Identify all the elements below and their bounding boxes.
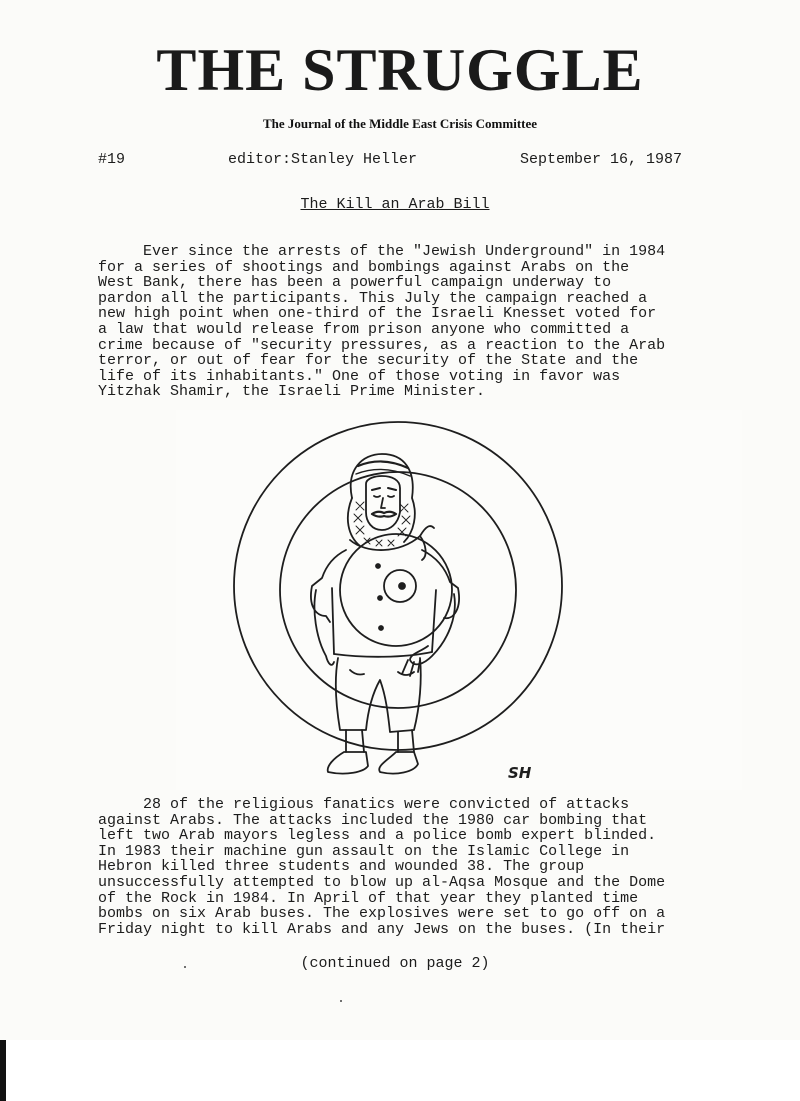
text-line: left two Arab mayors legless and a police bomb expert blinded. (98, 827, 657, 845)
target-cartoon-illustration (176, 410, 742, 790)
text-line: pardon all the participants. This July the campaign reached a (98, 289, 648, 307)
scan-background (0, 1040, 800, 1101)
article-headline-text: The Kill an Arab Bill (300, 196, 490, 213)
paragraph-1 (98, 244, 718, 400)
issue-number: #19 (98, 151, 126, 168)
text-line: of the Rock in 1984. In April of that year they planted time (98, 889, 639, 907)
text-line: unsuccessfully attempted to blow up al-Aqsa Mosque and the Dome (98, 873, 666, 891)
text-line: In 1983 their machine gun assault on the Islamic College in (98, 842, 630, 860)
button-3 (379, 626, 383, 630)
text-line: West Bank, there has been a powerful campaign underway to (98, 274, 612, 292)
illustration-signature: SH (508, 764, 532, 782)
issue-date: September 16, 1987 (520, 151, 683, 168)
paragraph-2 (98, 797, 718, 937)
editor-line: editor:Stanley Heller (228, 151, 418, 168)
cartoon-drawing (176, 410, 742, 790)
scan-edge (0, 1040, 6, 1101)
text-line: crime because of "security pressures, as a reaction to the Arab (98, 336, 666, 354)
text-line: Ever since the arrests of the "Jewish Underground" in 1984 (98, 243, 666, 260)
article-headline (0, 196, 790, 213)
text-line: life of its inhabitants." One of those voting in favor was (98, 367, 621, 385)
button-2 (378, 596, 382, 600)
text-line: for a series of shootings and bombings against Arabs on the (98, 258, 630, 276)
text-line: new high point when one-third of the Israeli Knesset voted for (98, 305, 657, 323)
button-1 (376, 564, 380, 568)
masthead-title: THE STRUGGLE (156, 37, 644, 103)
text-line: Yitzhak Shamir, the Israeli Prime Minister. (98, 383, 486, 401)
text-line: a law that would release from prison anyone who committed a (98, 320, 630, 338)
text-line: Hebron killed three students and wounded 38. The group (98, 858, 585, 876)
masthead-subtitle: The Journal of the Middle East Crisis Committee (262, 116, 538, 131)
scan-speck (340, 1000, 342, 1002)
text-line: against Arabs. The attacks included the 1980 car bombing that (98, 811, 648, 829)
text-line: Friday night to kill Arabs and any Jews on the buses. (In their (98, 920, 666, 938)
bullseye-center (399, 583, 405, 589)
text-line: 28 of the religious fanatics were convicted of attacks (98, 796, 630, 813)
continued-note: (continued on page 2) (300, 955, 490, 972)
scan-speck (184, 966, 186, 968)
text-line: terror, or out of fear for the security of the State and the (98, 352, 639, 370)
text-line: bombs on six Arab buses. The explosives were set to go off on a (98, 905, 666, 923)
